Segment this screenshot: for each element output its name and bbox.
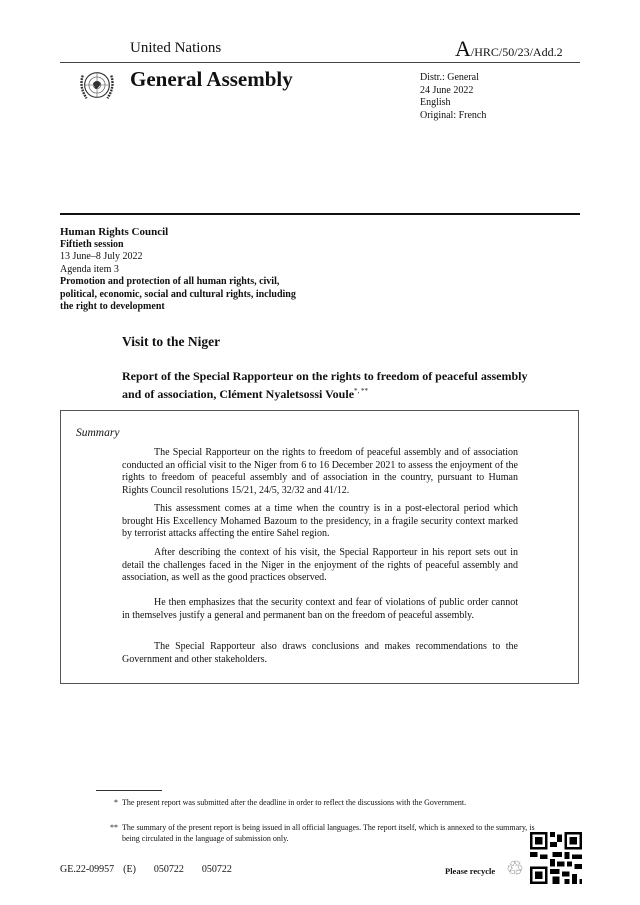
header-rule	[60, 62, 580, 63]
job-number: GE.22-09957 (E) 050722 050722	[60, 864, 232, 875]
footnote-text: The summary of the present report is being issued in all official languages. The report itself, which is annexed to the summary, is being circulated in the language of submission only.	[122, 823, 535, 843]
footnote-mark: **	[110, 823, 118, 832]
date: 24 June 2022	[420, 84, 474, 96]
footnote-text: The present report was submitted after the deadline in order to reflect the discussions with the Government.	[122, 798, 467, 807]
session: Fiftieth session	[60, 238, 124, 250]
summary-paragraph: The Special Rapporteur also draws conclusions and makes recommendations to the Government and other stakeholders.	[122, 641, 518, 665]
recycle-icon: ♲	[506, 858, 524, 880]
distribution-block	[420, 72, 486, 122]
session-block	[60, 226, 310, 314]
distr: Distr.: General	[420, 72, 479, 83]
agenda-title: Promotion and protection of all human rights, civil, political, economic, social and cultural rights, including the right to development	[60, 276, 296, 312]
un-emblem-icon	[78, 66, 116, 104]
language: English	[420, 97, 451, 108]
footnote-mark: *	[114, 798, 118, 807]
agenda-item: Agenda item 3	[60, 263, 119, 275]
recycle-text: Please recycle	[445, 866, 496, 876]
session-dates: 13 June–8 July 2022	[60, 251, 143, 262]
subtitle-text: Report of the Special Rapporteur on the rights to freedom of peaceful assembly and of association, Clément Nyaletsossi Voule	[122, 369, 528, 401]
report-subtitle	[122, 369, 542, 402]
summary-paragraph: The Special Rapporteur on the rights to freedom of peaceful assembly and of association conducted an official visit to the Niger from 6 to 16 December 2021 to assess the enjoyment of the rights to freedom of peaceful assembly and of association in the country, pursuant to Human Rights Council resolutions 15/21, 24/5, 32/32 and 41/12.	[122, 447, 518, 496]
report-title: Visit to the Niger	[122, 334, 221, 349]
document-symbol	[455, 36, 563, 62]
body-title: General Assembly	[130, 67, 293, 91]
qr-code-icon	[530, 832, 582, 884]
summary-paragraph: He then emphasizes that the security context and fear of violations of public order cannot in themselves justify a general and permanent ban on the freedom of peaceful assembly.	[122, 597, 518, 621]
summary-paragraph: After describing the context of his visit, the Special Rapporteur in his report sets out in detail the challenges faced in the Niger in the enjoyment of the rights of peaceful assembly and association, as well as the good practices observed.	[122, 547, 518, 583]
summary-paragraph: This assessment comes at a time when the country is in a post-electoral period which brought His Excellency Mohamed Bazoum to the presidency, in a fragile security context marked by terrorist attacks affecting the entire Sahel region.	[122, 503, 518, 539]
footnote-rule	[96, 790, 162, 791]
footnote	[100, 822, 542, 844]
footnote-marks: *, **	[354, 387, 369, 395]
footnote	[100, 797, 542, 808]
thick-rule	[60, 213, 580, 215]
summary-heading: Summary	[76, 427, 120, 439]
original-language: Original: French	[420, 109, 487, 121]
symbol-rest: /HRC/50/23/Add.2	[470, 45, 563, 59]
council-name: Human Rights Council	[60, 226, 169, 238]
symbol-prefix: A	[455, 36, 471, 61]
org-name: United Nations	[130, 40, 222, 56]
